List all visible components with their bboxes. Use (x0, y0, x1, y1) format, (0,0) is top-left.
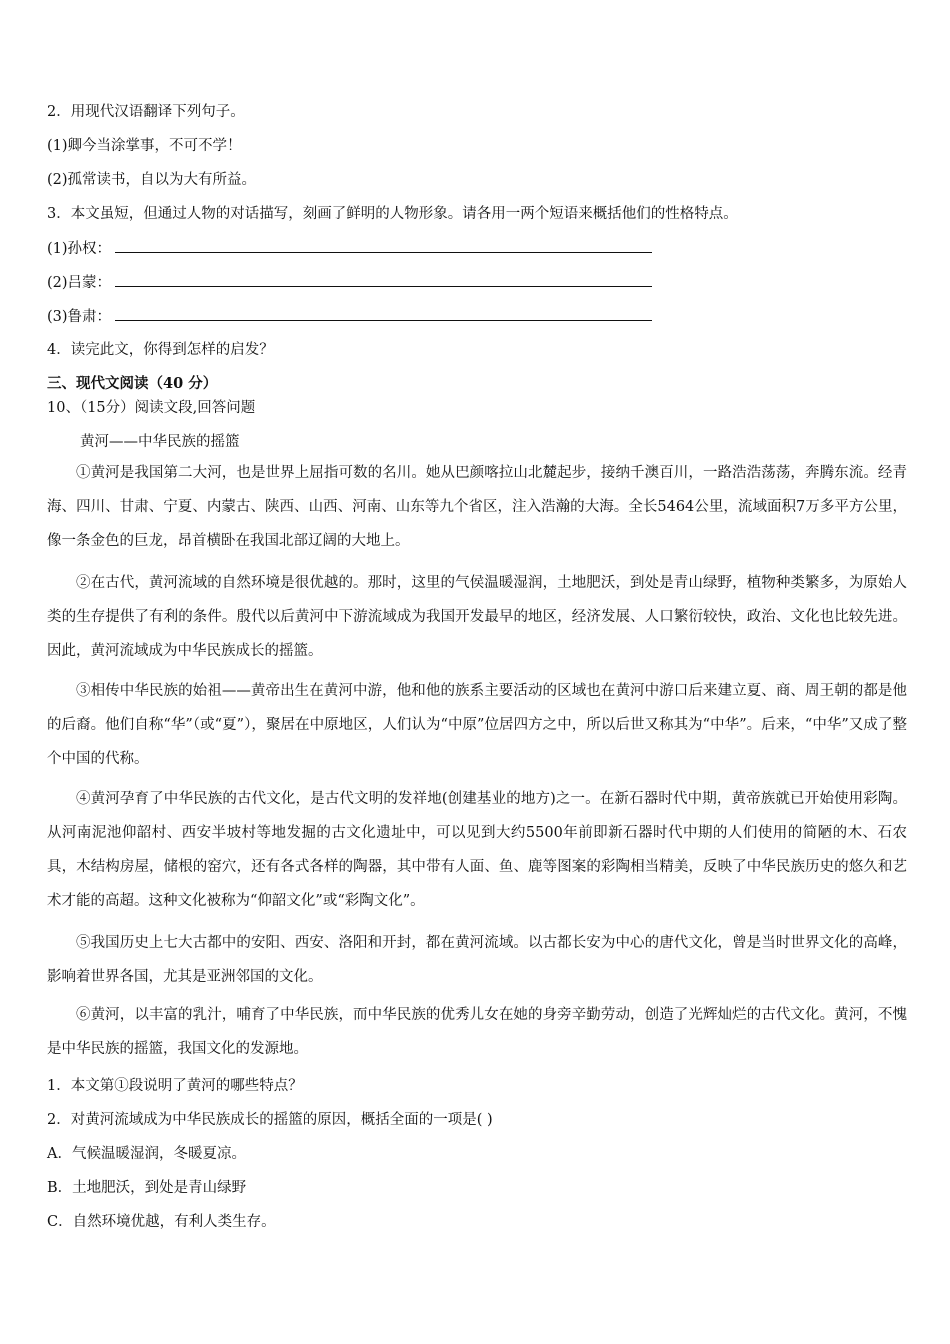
q3-item-label: (2)吕蒙： (47, 275, 112, 291)
q10-question-1: 1．本文第①段说明了黄河的哪些特点？ (47, 1078, 303, 1094)
option-a[interactable]: A．气候温暖湿润，冬暖夏凉。 (47, 1146, 246, 1162)
q3-answer-row-2 (47, 272, 652, 293)
answer-blank[interactable] (115, 238, 652, 253)
q3-answer-row-1 (47, 238, 652, 259)
q3-item-label: (1)孙权： (47, 241, 112, 257)
q2-prompt: 2．用现代汉语翻译下列句子。 (47, 104, 245, 120)
article-paragraph-4: ④黄河孕育了中华民族的古代文化，是古代文明的发祥地(创建基业的地方)之一。在新石器时代中期，黄帝族就已开始使用彩陶。从河南泥池仰韶村、西安半坡村等地发掘的古文化遗址中，可以见到大约5500年前即新石器时代中期的人们使用的简陋的木、石农具，木结构房屋，储根的窑穴，还有各式各样的陶器，其中带有人面、鱼、鹿等图案的彩陶相当精美，反映了中华民族历史的悠久和艺术才能的高超。这种文化被称为“仰韶文化”或“彩陶文化”。 (47, 791, 907, 909)
article-paragraph-6: ⑥黄河，以丰富的乳汁，哺育了中华民族，而中华民族的优秀儿女在她的身旁辛勤劳动，创造了光辉灿烂的古代文化。黄河，不愧是中华民族的摇篮，我国文化的发源地。 (47, 1007, 907, 1057)
q3-answer-row-3 (47, 306, 652, 327)
q2-sentence-2: (2)孤常读书，自以为大有所益。 (47, 172, 257, 188)
answer-blank[interactable] (115, 306, 652, 321)
q10-question-2: 2．对黄河流域成为中华民族成长的摇篮的原因，概括全面的一项是( ) (47, 1112, 493, 1128)
article-paragraph-5: ⑤我国历史上七大古都中的安阳、西安、洛阳和开封，都在黄河流域。以古都长安为中心的唐代文化，曾是当时世界文化的高峰，影响着世界各国，尤其是亚洲邻国的文化。 (47, 935, 907, 985)
article-title: 黄河——中华民族的摇篮 (80, 434, 240, 450)
option-b[interactable]: B．土地肥沃，到处是青山绿野 (47, 1180, 247, 1196)
answer-blank[interactable] (115, 272, 652, 287)
q3-item-label: (3)鲁肃： (47, 309, 112, 325)
article-paragraph-2: ②在古代，黄河流域的自然环境是很优越的。那时，这里的气侯温暖湿润，土地肥沃，到处是青山绿野，植物种类繁多，为原始人类的生存提供了有利的条件。殷代以后黄河中下游流域成为我国开发最早的地区，经济发展、人口繁衍较快，政治、文化也比较先进。因此，黄河流域成为中华民族成长的摇篮。 (47, 575, 907, 659)
section-title: 三、现代文阅读（40 分） (47, 375, 218, 392)
article-paragraph-1: ①黄河是我国第二大河，也是世界上屈指可数的名川。她从巴颜喀拉山北麓起步，接纳千澳百川，一路浩浩荡荡，奔腾东流。经青海、四川、甘肃、宁夏、内蒙古、陕西、山西、河南、山东等九个省区，注入浩瀚的大海。全长5464公里，流域面积7万多平方公里，像一条金色的巨龙，昂首横卧在我国北部辽阔的大地上。 (47, 465, 907, 549)
q10-header: 10、（15分）阅读文段,回答问题 (47, 400, 256, 416)
option-c[interactable]: C．自然环境优越，有利人类生存。 (47, 1214, 276, 1230)
q2-sentence-1: (1)卿今当涂掌事，不可不学！ (47, 138, 242, 154)
q4-prompt: 4．读完此文，你得到怎样的启发？ (47, 342, 274, 358)
article-paragraph-3: ③相传中华民族的始祖——黄帝出生在黄河中游，他和他的族系主要活动的区域也在黄河中游口后来建立夏、商、周王朝的都是他的后裔。他们自称“华”（或“夏”），聚居在中原地区，人们认为“中原”位居四方之中，所以后世又称其为“中华”。后来，“中华”又成了整个中国的代称。 (47, 683, 907, 767)
q3-prompt: 3．本文虽短，但通过人物的对话描写，刻画了鲜明的人物形象。请各用一两个短语来概括他们的性格特点。 (47, 206, 738, 222)
